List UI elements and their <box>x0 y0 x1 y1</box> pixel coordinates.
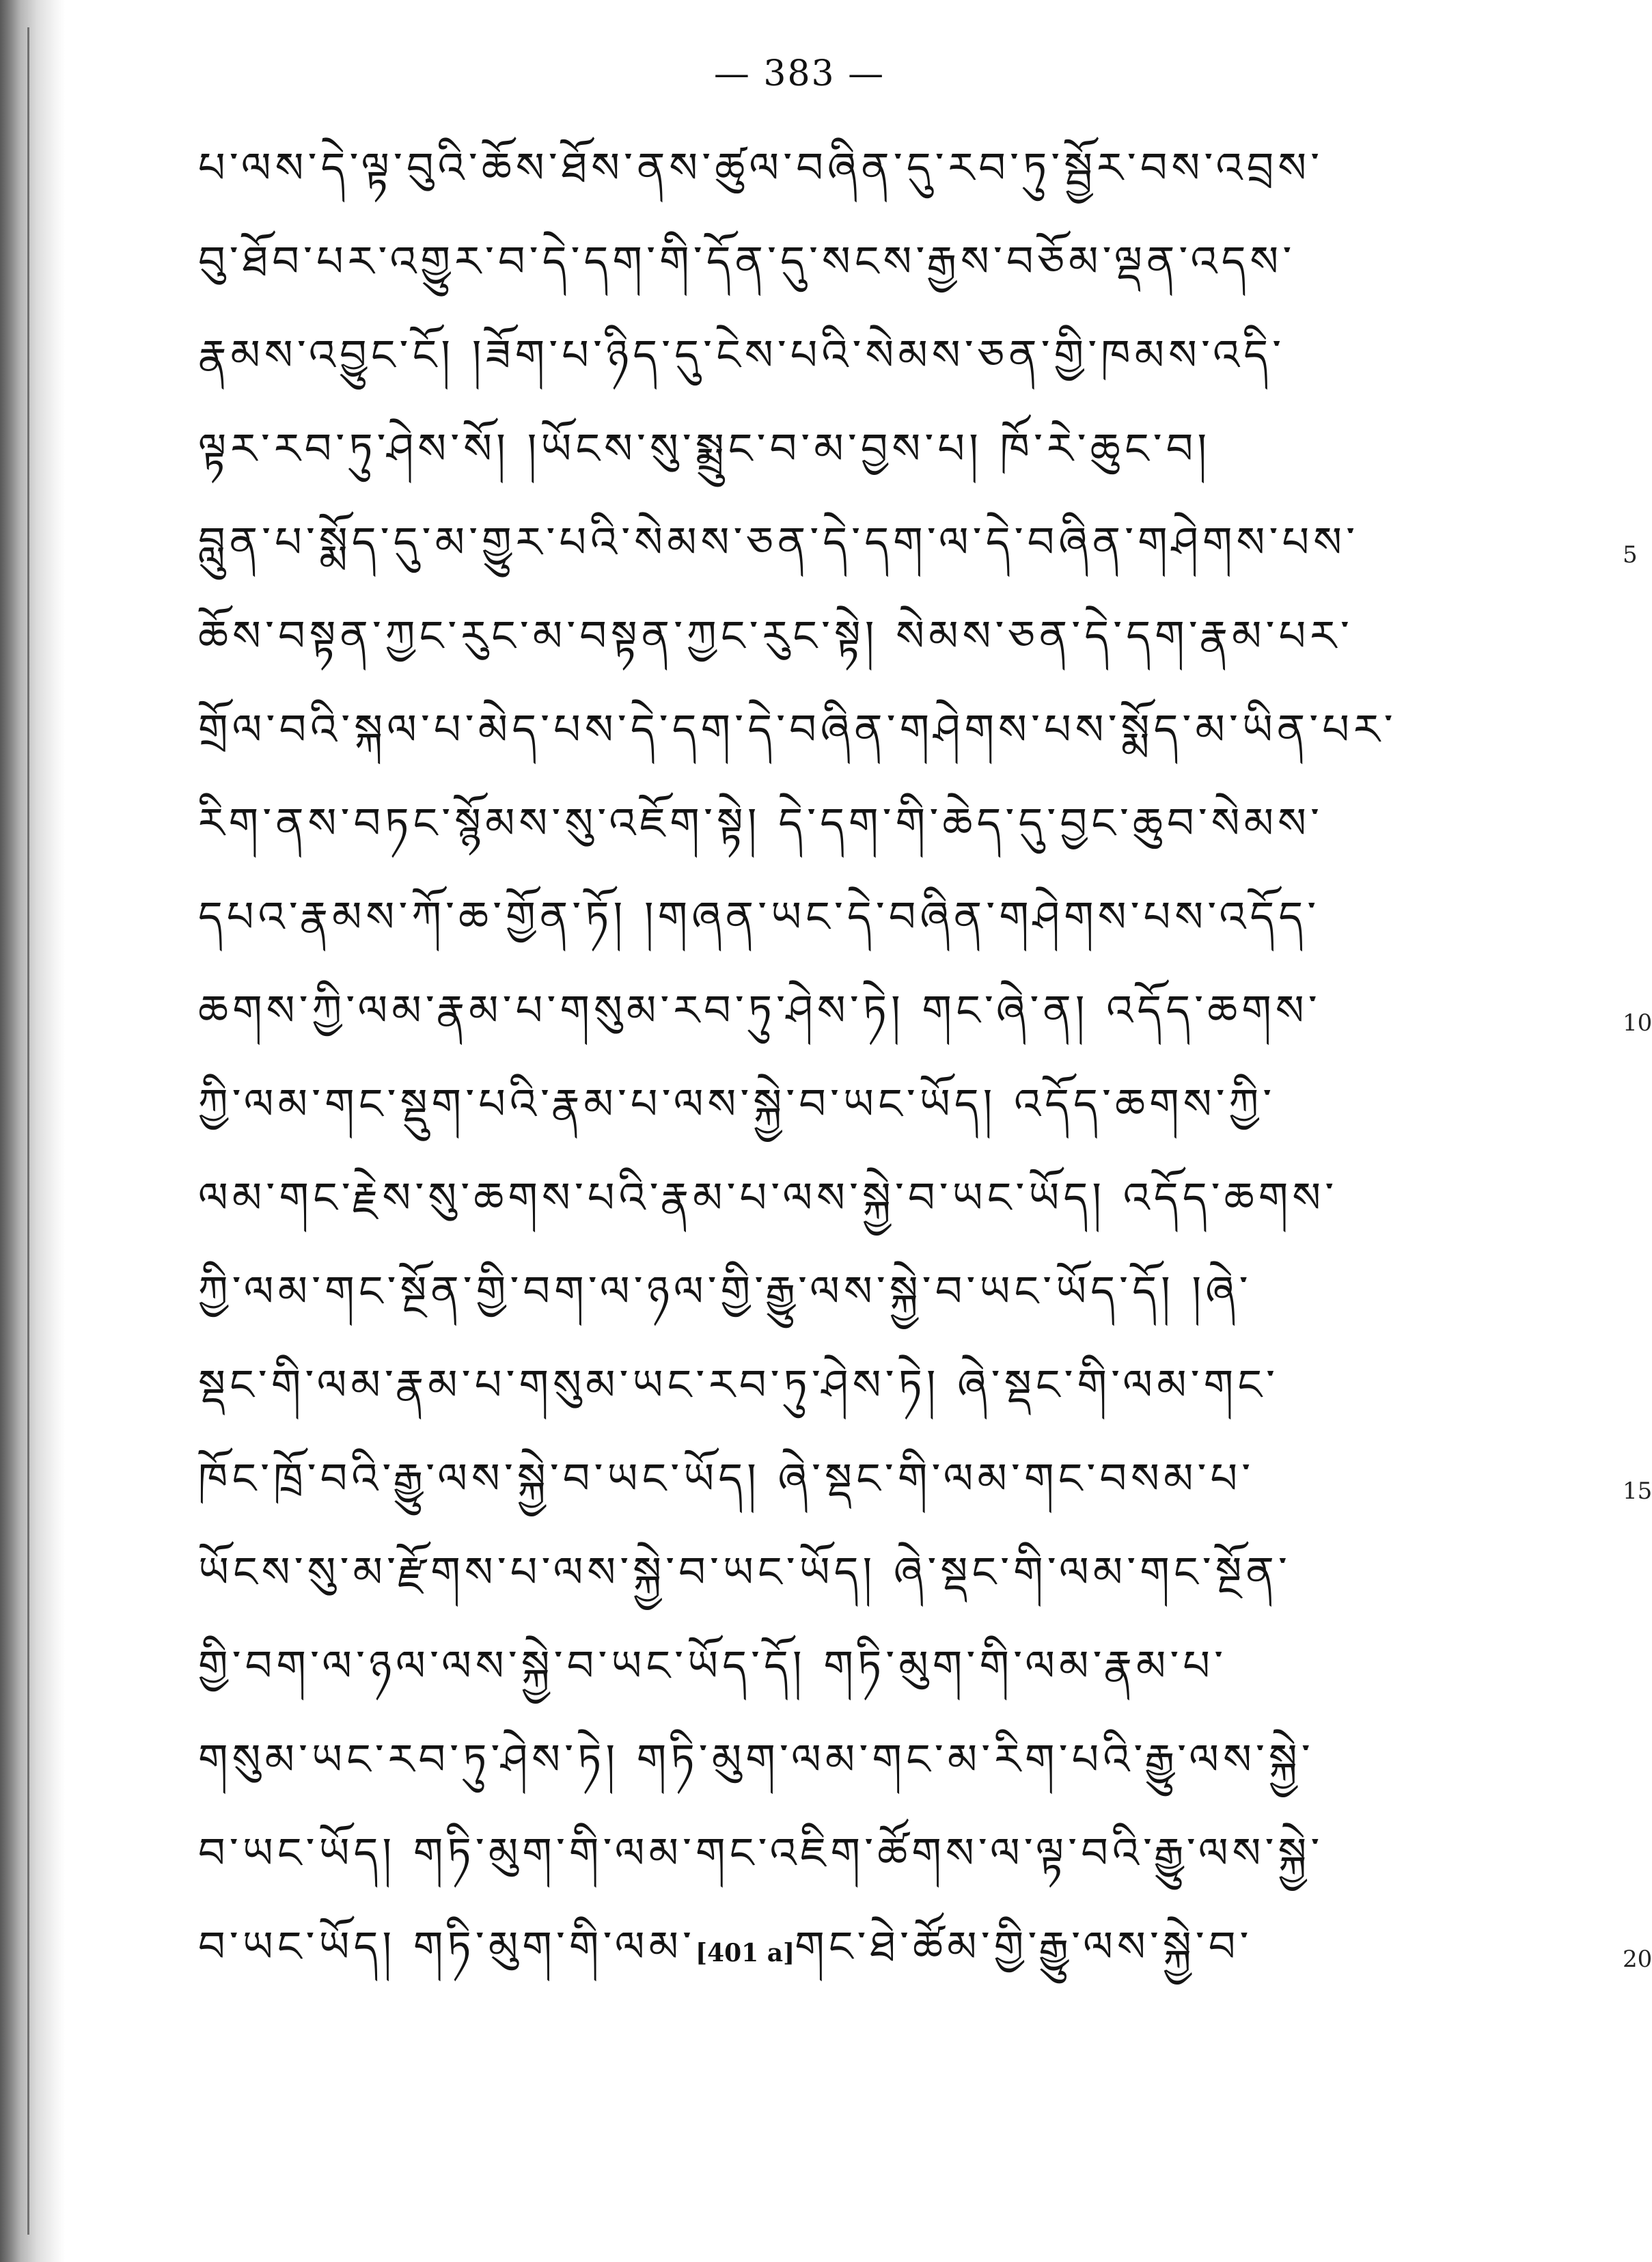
line-text: ཀྱི་ལམ་གང་སྔོན་གྱི་བག་ལ་ཉལ་གྱི་རྒྱུ་ལས་སྐྱེ་བ་ཡང་ཡོད་དོ། །ཞེ་ <box>198 1266 1252 1316</box>
line-text: ཆོས་བསྟན་ཀྱང་རུང་མ་བསྟན་ཀྱང་རུང་སྟེ། སེམས་ཅན་དེ་དག་རྣམ་པར་ <box>198 611 1353 661</box>
line-text: ཁོང་ཁྲོ་བའི་རྒྱུ་ལས་སྐྱེ་བ་ཡང་ཡོད། ཞེ་སྡང་གི་ལམ་གང་བསམ་པ་ <box>198 1454 1255 1503</box>
text-line <box>198 321 1435 414</box>
line-text: བླུན་པ་སྨོད་དུ་མ་གྱུར་པའི་སེམས་ཅན་དེ་དག་ལ་དེ་བཞིན་གཤེགས་པས་ <box>198 517 1360 567</box>
line-text: ཆགས་ཀྱི་ལམ་རྣམ་པ་གསུམ་རབ་ཏུ་ཤེས་ཏེ། གང་ཞེ་ན། འདོད་ཆགས་ <box>198 985 1321 1035</box>
line-text: ལམ་གང་རྗེས་སུ་ཆགས་པའི་རྣམ་པ་ལས་སྐྱེ་བ་ཡང་ཡོད། འདོད་ཆགས་ <box>198 1173 1338 1223</box>
line-text: པ་ལས་དེ་ལྟ་བུའི་ཆོས་ཐོས་ནས་ཚུལ་བཞིན་དུ་རབ་ཏུ་སྦྱོར་བས་འབྲས་ <box>198 143 1324 193</box>
text-line <box>198 1444 1652 1538</box>
text-line <box>198 1538 1435 1631</box>
binding-shadow <box>0 0 65 2262</box>
text-line <box>198 227 1435 321</box>
line-text: ལྟར་རབ་ཏུ་ཤེས་སོ། །ཡོངས་སུ་སྨྲུང་བ་མ་བྱས་པ། ཁོ་རེ་ཆུང་བ། <box>198 424 1211 474</box>
tibetan-text-block <box>198 133 1652 2006</box>
text-line <box>198 1725 1435 1818</box>
text-line <box>198 1631 1435 1725</box>
line-text: དཔའ་རྣམས་ཀོ་ཆ་གྱོན་ཏོ། །གཞན་ཡང་དེ་བཞིན་གཤེགས་པས་འདོད་ <box>198 892 1321 942</box>
line-text: རིག་ནས་བཏང་སྙོམས་སུ་འཇོག་སྟེ། དེ་དག་གི་ཆེད་དུ་བྱང་ཆུབ་སེམས་ <box>198 798 1324 848</box>
text-line <box>198 1912 1652 2006</box>
line-number: 5 <box>1623 541 1638 569</box>
line-number: 20 <box>1623 1945 1652 1973</box>
text-line <box>198 414 1435 508</box>
line-text: གསུམ་ཡང་རབ་ཏུ་ཤེས་ཏེ། གཏི་མུག་ལམ་གང་མ་རིག་པའི་རྒྱུ་ལས་སྐྱེ་ <box>198 1734 1314 1784</box>
binding-edge <box>27 27 29 2235</box>
text-line <box>198 882 1435 976</box>
page-number: — 383 — <box>713 53 885 94</box>
folio-marker: [401 a] <box>696 1939 795 1967</box>
text-line <box>198 976 1652 1069</box>
text-line <box>198 1818 1435 1912</box>
line-text-segment: བ་ཡང་ཡོད། གཏི་མུག་གི་ལམ་ <box>198 1922 696 1972</box>
text-line <box>198 1163 1435 1257</box>
text-line <box>198 695 1435 789</box>
line-text: ཀྱི་ལམ་གང་སྡུག་པའི་རྣམ་པ་ལས་སྐྱེ་བ་ཡང་ཡོད། འདོད་ཆགས་ཀྱི་ <box>198 1079 1276 1129</box>
line-text: གྲོལ་བའི་སྐལ་པ་མེད་པས་དེ་དག་དེ་བཞིན་གཤེགས་པས་སྨོད་མ་ཡིན་པར་ <box>198 705 1397 754</box>
text-line <box>198 508 1638 601</box>
text-line <box>198 601 1435 695</box>
line-text: སྡང་གི་ལམ་རྣམ་པ་གསུམ་ཡང་རབ་ཏུ་ཤེས་ཏེ། ཞེ་སྡང་གི་ལམ་གང་ <box>198 1360 1280 1410</box>
text-line <box>198 789 1435 882</box>
line-text: རྣམས་འབྱུང་ངོ། །ཟོག་པ་ཉིད་དུ་ངེས་པའི་སེམས་ཅན་གྱི་ཁམས་འདི་ <box>198 330 1286 380</box>
line-text: བུ་ཐོབ་པར་འགྱུར་བ་དེ་དག་གི་དོན་དུ་སངས་རྒྱས་བཅོམ་ལྡན་འདས་ <box>198 236 1296 286</box>
text-line <box>198 1350 1435 1444</box>
text-line <box>198 1257 1435 1350</box>
line-text: གྱི་བག་ལ་ཉལ་ལས་སྐྱེ་བ་ཡང་ཡོད་དོ། གཏི་མུག་གི་ལམ་རྣམ་པ་ <box>198 1641 1228 1691</box>
line-number: 10 <box>1623 1009 1652 1037</box>
text-line <box>198 1069 1435 1163</box>
line-text <box>198 1899 1428 2019</box>
line-text: བ་ཡང་ཡོད། གཏི་མུག་གི་ལམ་གང་འཇིག་ཚོགས་ལ་ལྟ་བའི་རྒྱུ་ལས་སྐྱེ་ <box>198 1828 1324 1878</box>
line-text-segment: གང་ཐེ་ཚོམ་གྱི་རྒྱུ་ལས་སྐྱེ་བ་ <box>795 1922 1253 1972</box>
text-line <box>198 133 1435 227</box>
line-text: ཡོངས་སུ་མ་རྫོགས་པ་ལས་སྐྱེ་བ་ཡང་ཡོད། ཞེ་སྡང་གི་ལམ་གང་སྔོན་ <box>198 1547 1291 1597</box>
line-number: 15 <box>1623 1477 1652 1505</box>
